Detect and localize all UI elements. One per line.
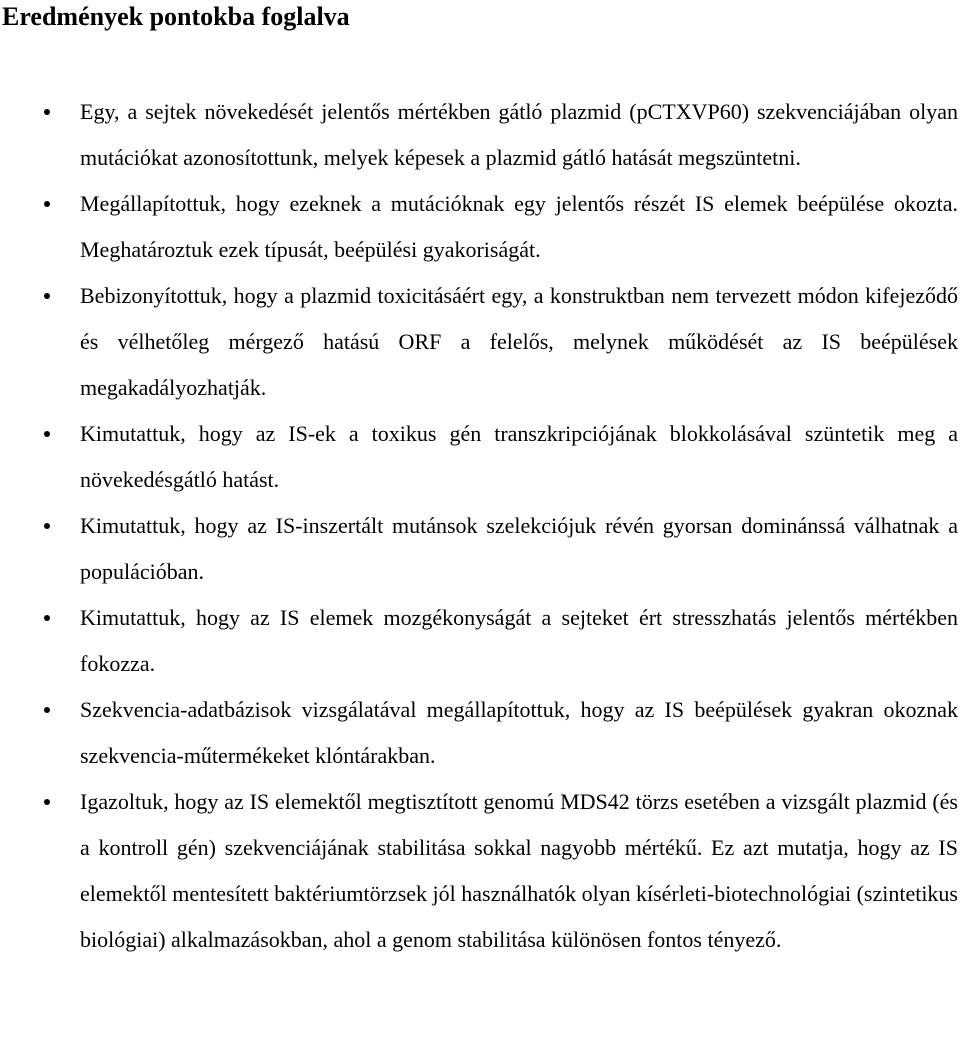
list-item-text: Megállapítottuk, hogy ezeknek a mutációknak egy jelentős részét IS elemek beépülése okozta. Meghatároztuk ezek típusát, beépülési gyakoriságát.: [80, 191, 958, 262]
list-item: [0, 89, 960, 181]
list-item-text: Bebizonyítottuk, hogy a plazmid toxicitásáért egy, a konstruktban nem tervezett módon kifejeződő és vélhetőleg mérgező hatású ORF a felelős, melynek működését az IS beépülések megakadályozhatják.: [80, 283, 958, 400]
list-item: [0, 273, 960, 411]
list-item: [0, 595, 960, 687]
bullet-icon: [40, 181, 54, 227]
bullet-icon: [40, 687, 54, 733]
list-item: [0, 411, 960, 503]
bullet-icon: [40, 779, 54, 825]
list-item-text: Kimutattuk, hogy az IS-ek a toxikus gén transzkripciójának blokkolásával szüntetik meg a növekedésgátló hatást.: [80, 421, 958, 492]
list-item: [0, 779, 960, 963]
page-title: Eredmények pontokba foglalva: [2, 2, 350, 31]
list-item-text: Egy, a sejtek növekedését jelentős mértékben gátló plazmid (pCTXVP60) szekvenciájában olyan mutációkat azonosítottunk, melyek képesek a plazmid gátló hatását megszüntetni.: [80, 99, 958, 170]
results-list: [0, 89, 960, 963]
bullet-icon: [40, 273, 54, 319]
list-item-text: Szekvencia-adatbázisok vizsgálatával megállapítottuk, hogy az IS beépülések gyakran okoznak szekvencia-műtermékeket klóntárakban.: [80, 697, 958, 768]
list-item: [0, 181, 960, 273]
bullet-icon: [40, 503, 54, 549]
list-item-text: Kimutattuk, hogy az IS elemek mozgékonyságát a sejteket ért stresszhatás jelentős mértékben fokozza.: [80, 605, 958, 676]
list-item-text: Igazoltuk, hogy az IS elemektől megtisztított genomú MDS42 törzs esetében a vizsgált plazmid (és a kontroll gén) szekvenciájának stabilitása sokkal nagyobb mértékű. Ez azt mutatja, hogy az IS elemektől mentesített baktériumtörzsek jól használhatók olyan kísérleti-biotechnológiai (szintetikus biológiai) alkalmazásokban, ahol a genom stabilitása különösen fontos tényező.: [80, 789, 958, 952]
bullet-icon: [40, 89, 54, 135]
bullet-icon: [40, 595, 54, 641]
bullet-icon: [40, 411, 54, 457]
list-item: [0, 503, 960, 595]
list-item: [0, 687, 960, 779]
list-item-text: Kimutattuk, hogy az IS-inszertált mutánsok szelekciójuk révén gyorsan dominánssá válhatnak a populációban.: [80, 513, 958, 584]
